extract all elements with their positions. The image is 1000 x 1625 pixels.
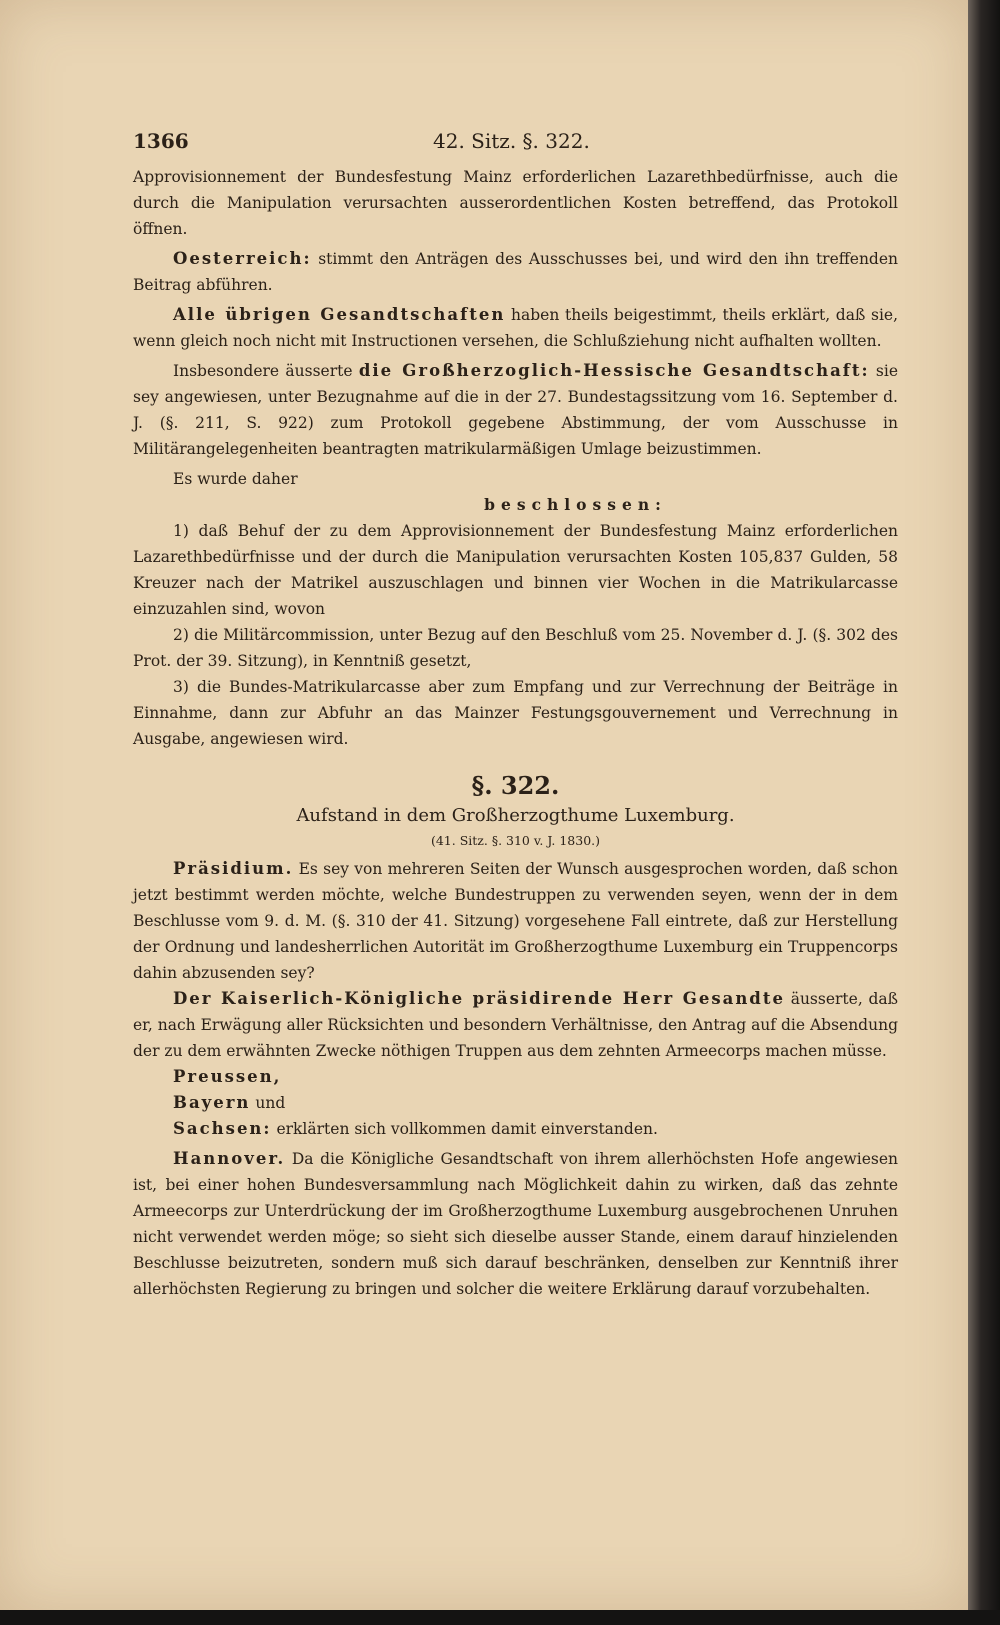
speaker-hessen: die Großherzoglich-Hessische Gesandtschaft: xyxy=(358,361,870,380)
paragraph-uebrige xyxy=(133,302,898,354)
speaker-uebrige: Alle übrigen Gesandtschaften xyxy=(173,305,506,324)
speaker-sachsen: Sachsen: xyxy=(173,1119,272,1138)
paragraph-hessen xyxy=(133,358,898,462)
paragraph-approvisionnement: Approvisionnement der Bundesfestung Mainz erforderlichen Lazarethbedürfnisse, auch die durch die Manipulation verursachten ausserordentlichen Kosten betreffend, das Protokoll öffnen. xyxy=(133,168,898,238)
speech-text: erklärten sich vollkommen damit einverstanden. xyxy=(271,1120,658,1138)
resolution-item-2: 2) die Militärcommission, unter Bezug auf den Beschluß vom 25. November d. J. (§. 302 des Prot. der 39. Sitzung), in Kenntniß gesetzt, xyxy=(133,626,898,670)
speaker-kaiserlich: Der Kaiserlich-Königliche präsidirende Herr Gesandte xyxy=(173,989,785,1008)
page-text xyxy=(133,128,898,1302)
paragraph-praesidium xyxy=(133,856,898,986)
speech-text: äusserte, daß er, nach Erwägung aller Rücksichten und besondern Verhältnisse, den Antrag auf die Absendung der zu dem erwähnten Zwecke nöthigen Truppen aus dem zehnten Armeecorps machen müsse. xyxy=(133,990,898,1060)
vote-text: sie sey angewiesen, unter Bezugnahme auf die in der 27. Bundestagssitzung vom 16. September d. J. (§. 211, S. 922) zum Protokoll gegebene Abstimmung, der vom Ausschusse in Militärangelegenheiten beantragten matrikularmäßigen Umlage beizustimmen. xyxy=(133,362,899,458)
speech-text: Es sey von mehreren Seiten der Wunsch ausgesprochen worden, daß schon jetzt bestimmt werden möchte, welche Bundestruppen zu verwenden seyen, wenn der in dem Beschlusse vom 9. d. M. (§. 310 der 41. Sitzung) vorgesehene Fall eintrete, daß zur Herstellung der Ordnung und landesherrlichen Autorität im Großherzogthume Luxemburg ein Truppencorps dahin abzusenden sey? xyxy=(133,860,898,982)
running-title: 42. Sitz. §. 322. xyxy=(433,129,590,153)
paragraph-preussen xyxy=(133,1064,898,1090)
paragraph-daher: Es wurde daher xyxy=(173,470,298,488)
book-spine-shadow xyxy=(968,0,1000,1625)
speaker-bayern: Bayern xyxy=(173,1093,251,1112)
page-header xyxy=(133,128,898,154)
paragraph-bayern xyxy=(133,1090,898,1116)
section-reference: (41. Sitz. §. 310 v. J. 1830.) xyxy=(430,833,601,848)
section-number: §. 322. xyxy=(471,771,560,800)
speaker-praesidium: Präsidium. xyxy=(173,859,294,878)
intro-text: Insbesondere äusserte xyxy=(173,362,359,380)
speaker-preussen: Preussen, xyxy=(173,1067,282,1086)
vote-text: haben theils beigestimmt, theils erklärt, daß sie, wenn gleich noch nicht mit Instructionen versehen, die Schlußziehung nicht aufhalten wollten. xyxy=(133,306,899,350)
paragraph-hannover xyxy=(133,1146,898,1302)
paragraph-sachsen xyxy=(133,1116,898,1142)
speaker-hannover: Hannover. xyxy=(173,1149,286,1168)
section-title: Aufstand in dem Großherzogthume Luxemburg. xyxy=(296,805,735,826)
speech-text: und xyxy=(250,1094,286,1112)
speaker-oesterreich: Oesterreich: xyxy=(173,249,312,268)
scan-border xyxy=(0,1610,1000,1625)
paragraph-kaiserlich xyxy=(133,986,898,1064)
resolution-heading: beschlossen: xyxy=(484,495,667,514)
speech-text: Da die Königliche Gesandtschaft von ihrem allerhöchsten Hofe angewiesen ist, bei einer hohen Bundesversammlung nach Möglichkeit dahin zu wirken, daß das zehnte Armeecorps zur Unterdrückung der im Großherzogthume Luxemburg ausgebrochenen Unruhen nicht verwendet werden möge; so sieht sich dieselbe ausser Stande, einem darauf hinzielenden Beschlusse beizutreten, sondern muß sich darauf beschränken, denselben zur Kenntniß ihrer allerhöchsten Regierung zu bringen und solcher die weitere Erklärung darauf vorzubehalten. xyxy=(133,1150,898,1298)
page-number: 1366 xyxy=(133,129,189,153)
paragraph-oesterreich xyxy=(133,246,898,298)
resolution-item-1: 1) daß Behuf der zu dem Approvisionnement der Bundesfestung Mainz erforderlichen Lazarethbedürfnisse und der durch die Manipulation verursachten Kosten 105,837 Gulden, 58 Kreuzer nach der Matrikel auszuschlagen und binnen vier Wochen in die Matrikularcasse einzuzahlen sind, wovon xyxy=(133,522,898,618)
resolution-item-3: 3) die Bundes-Matrikularcasse aber zum Empfang und zur Verrechnung der Beiträge in Einnahme, dann zur Abfuhr an das Mainzer Festungsgouvernement und Verrechnung in Ausgabe, angewiesen wird. xyxy=(133,678,898,748)
vote-text: stimmt den Anträgen des Ausschusses bei, und wird den ihn treffenden Beitrag abführen. xyxy=(133,250,898,294)
